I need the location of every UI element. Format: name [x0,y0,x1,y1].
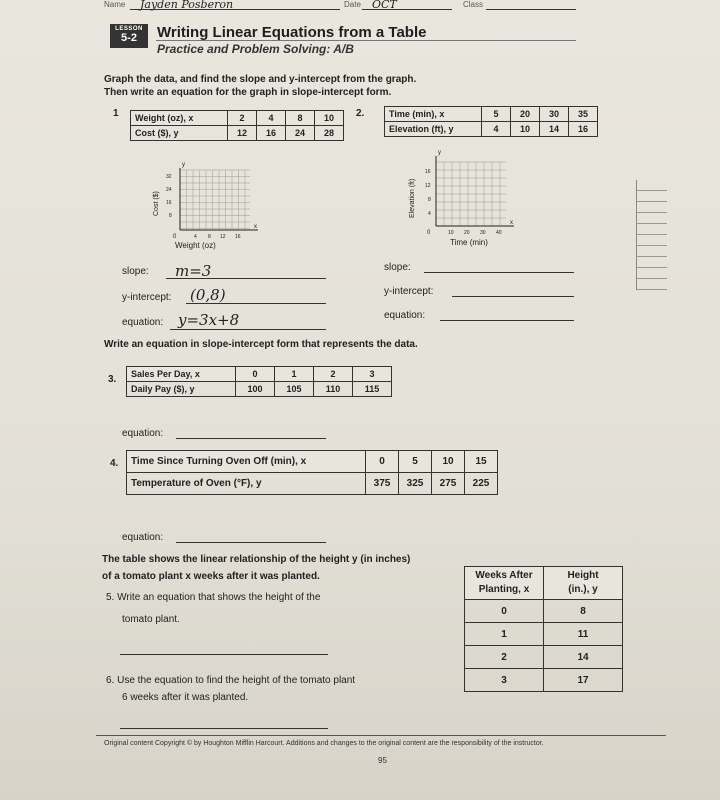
lesson-number: 5-2 [121,32,137,44]
problem2-graph [396,146,526,246]
problem2-y-4: 16 [569,122,598,137]
problem2-x-3: 30 [540,107,569,122]
date-label: Date [344,0,361,9]
problem1-y-2: 16 [257,126,286,141]
footer-copyright: Original content Copyright © by Houghton Mifflin Harcourt. Additions and changes to the original content are the responsibility of the instructor. [104,740,544,747]
problem3-x-2: 1 [275,367,314,382]
problem2-x-letter: x [510,220,513,226]
problem2-x-1: 5 [482,107,511,122]
problem3-y-1: 100 [236,382,275,397]
problem2-slope-label: slope: [384,262,411,273]
problem1-intercept-label: y-intercept: [122,292,172,303]
problem4-x-2: 5 [399,451,432,473]
problem3-y-4: 115 [353,382,392,397]
problem1-equation-answer: y=3x+8 [178,311,240,329]
tomato-row2-y: 11 [544,623,623,646]
problem3-y-3: 110 [314,382,353,397]
problem1-intercept-answer: (0,8) [190,286,226,304]
problem3-x-4: 3 [353,367,392,382]
instructions-line2: Then write an equation for the graph in slope-intercept form. [104,87,392,98]
problem3-header-y: Daily Pay ($), y [127,382,236,397]
problem1-ytick-16: 16 [166,200,172,206]
tomato-row4-x: 3 [465,669,544,692]
problem2-xtick-40: 40 [496,230,502,236]
problem2-x-axis-label: Time (min) [450,238,488,247]
problem1-ytick-8: 8 [169,213,172,219]
problem1-graph [140,158,270,248]
problem1-y-1: 12 [228,126,257,141]
problem2-header-x: Time (min), x [385,107,482,122]
problem3-equation-label: equation: [122,428,164,439]
section2-instruction: Write an equation in slope-intercept form that represents the data. [104,339,418,350]
question5-line2: tomato plant. [122,614,180,625]
tomato-col1-header [465,567,544,600]
tomato-row1-x: 0 [465,600,544,623]
problem1-y-3: 24 [286,126,315,141]
problem1-x-2: 4 [257,111,286,126]
problem4-equation-label: equation: [122,532,164,543]
problem1-x-letter: x [254,224,257,230]
problem4-header-x: Time Since Turning Oven Off (min), x [127,451,366,473]
instructions-line1: Graph the data, and find the slope and y-intercept from the graph. [104,74,417,85]
problem4-table [126,450,498,495]
worksheet-subtitle: Practice and Problem Solving: A/B [157,42,354,56]
problem3-x-1: 0 [236,367,275,382]
problem4-x-3: 10 [432,451,465,473]
problem2-x-4: 35 [569,107,598,122]
problem1-xtick-4: 4 [194,234,197,240]
problem1-slope-label: slope: [122,266,149,277]
tomato-col1-header-line1: Weeks After [475,570,533,581]
problem2-intercept-label: y-intercept: [384,286,434,297]
problem4-x-4: 15 [465,451,498,473]
tomato-row3-x: 2 [465,646,544,669]
problem2-xtick-20: 20 [464,230,470,236]
tomato-row3-y: 14 [544,646,623,669]
problem1-equation-label: equation: [122,317,164,328]
problem2-origin: 0 [427,230,431,236]
problem1-xtick-8: 8 [208,234,211,240]
problem4-number: 4. [110,458,119,469]
problem1-x-axis-label: Weight (oz) [175,241,216,250]
problem3-number: 3. [108,374,117,385]
problem1-slope-answer: m=3 [175,262,212,280]
tomato-row1-y: 8 [544,600,623,623]
problem2-x-2: 20 [511,107,540,122]
problem4-y-1: 375 [366,473,399,495]
graph-paper-strip [636,180,667,290]
problem1-y-letter: y [182,162,185,168]
problem2-ytick-16: 16 [425,169,431,175]
tomato-col2-header [544,567,623,600]
problem2-ytick-12: 12 [425,183,431,189]
problem1-xtick-16: 16 [235,234,241,240]
problem1-x-1: 2 [228,111,257,126]
problem4-header-y: Temperature of Oven (°F), y [127,473,366,495]
lesson-badge [110,24,148,48]
question6-line2: 6 weeks after it was planted. [122,692,249,703]
problem2-y-letter: y [438,150,441,156]
problem3-y-2: 105 [275,382,314,397]
problem4-x-1: 0 [366,451,399,473]
problem2-equation-label: equation: [384,310,426,321]
tomato-row4-y: 17 [544,669,623,692]
problem1-header-y: Cost ($), y [131,126,228,141]
question6-line1: 6. Use the equation to find the height of the tomato plant [106,675,356,686]
problem2-y-2: 10 [511,122,540,137]
problem2-xtick-10: 10 [448,230,454,236]
problem3-x-3: 2 [314,367,353,382]
problem3-header-x: Sales Per Day, x [127,367,236,382]
worksheet-title: Writing Linear Equations from a Table [157,24,427,41]
tomato-col1-header-line2: Planting, x [478,584,530,595]
problem3-table [126,366,392,397]
problem4-y-2: 325 [399,473,432,495]
problem2-ytick-8: 8 [428,197,431,203]
tomato-row2-x: 1 [465,623,544,646]
problem2-xtick-30: 30 [480,230,486,236]
footer-page-number: 95 [378,756,387,765]
problem1-y-axis-label: Cost ($) [153,191,160,216]
problem2-table [384,106,598,137]
date-value: OCT [372,0,397,11]
problem4-y-3: 275 [432,473,465,495]
class-label: Class [463,0,484,9]
problem1-y-4: 28 [315,126,344,141]
name-value: Jayden Posberon [140,0,234,11]
problem2-number: 2. [356,108,365,119]
problem4-y-4: 225 [465,473,498,495]
problem1-header-x: Weight (oz), x [131,111,228,126]
tomato-col2-header-line2: (in.), y [568,584,598,595]
tomato-table [464,566,623,692]
problem1-ytick-24: 24 [166,187,172,193]
problem2-y-1: 4 [482,122,511,137]
problem1-x-4: 10 [315,111,344,126]
tomato-col2-header-line1: Height [567,570,599,581]
problem1-table [130,110,344,141]
problem2-y-3: 14 [540,122,569,137]
problem1-ytick-32: 32 [166,174,172,180]
tomato-intro-line2: of a tomato plant x weeks after it was planted. [102,571,320,582]
problem1-origin: 0 [173,234,177,240]
lesson-label: LESSON [115,26,143,32]
problem2-header-y: Elevation (ft), y [385,122,482,137]
problem2-y-axis-label: Elevation (ft) [409,178,416,218]
name-label: Name [104,0,126,9]
tomato-intro-line1: The table shows the linear relationship of the height y (in inches) [102,554,411,565]
problem1-x-3: 8 [286,111,315,126]
problem2-ytick-4: 4 [428,211,431,217]
question5-line1: 5. Write an equation that shows the height of the [106,592,321,603]
problem1-number: 1 [113,108,119,119]
problem1-xtick-12: 12 [220,234,226,240]
